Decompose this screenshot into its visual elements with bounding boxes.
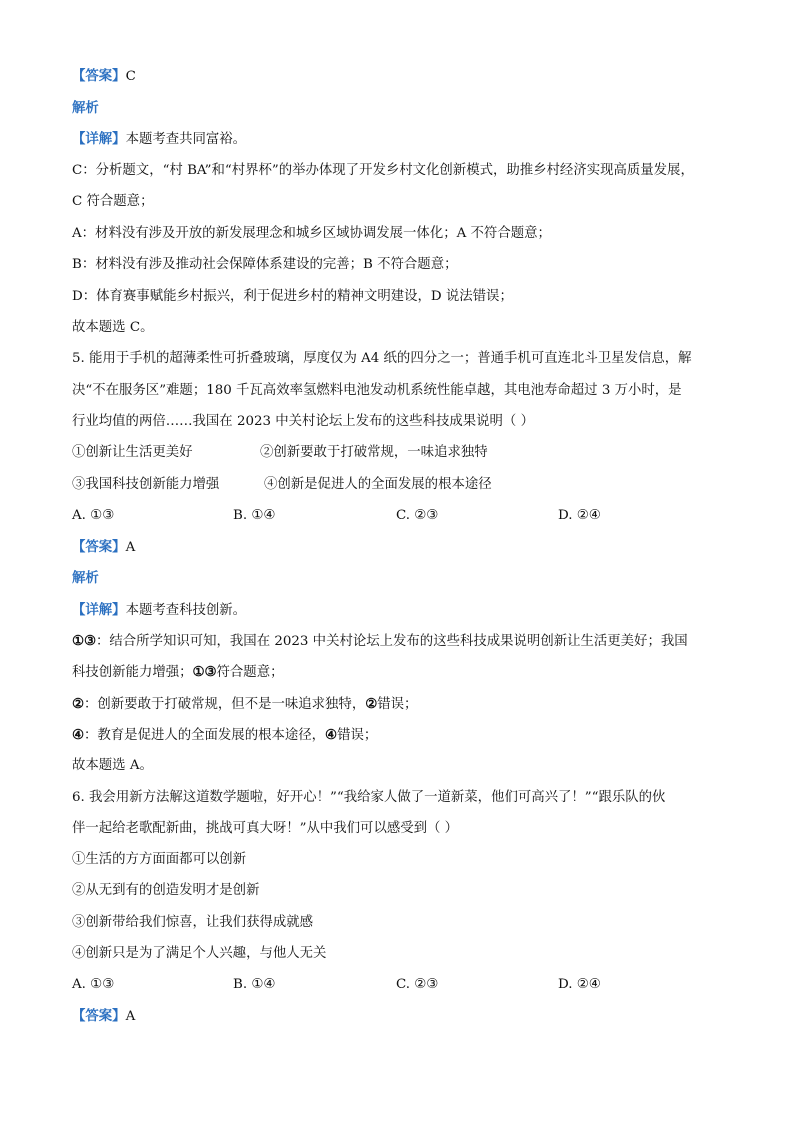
q5-analysis-heading	[72, 569, 734, 588]
q6-answer-line	[72, 1007, 734, 1026]
statement-mark: ②	[72, 696, 85, 712]
q5-detail-text	[72, 726, 734, 745]
q5-statement: ②创新要敢于打破常规，一味追求独特	[260, 445, 488, 460]
q4-answer-line	[72, 67, 734, 86]
q6-statement: ②从无到有的创造发明才是创新	[72, 883, 260, 898]
analysis-tag: 解析	[72, 570, 99, 586]
q4-detail-text: C 符合题意；	[72, 194, 154, 209]
q6-answer: A	[125, 1009, 136, 1024]
q5-detail-text-part: ：教育是促进人的全面发展的根本途径，	[84, 728, 326, 743]
q5-option-c: C. ②③	[396, 508, 439, 523]
q4-detail-text: D：体育赛事赋能乡村振兴，利于促进乡村的精神文明建设，D 说法错误；	[72, 289, 513, 304]
q5-option-a: A. ①③	[72, 508, 115, 523]
q5-conclusion: 故本题选 A。	[72, 758, 153, 773]
q5-statement: ③我国科技创新能力增强	[72, 477, 220, 492]
q6-option-c: C. ②③	[396, 977, 439, 992]
q5-statement: ④创新是促进人的全面发展的根本途径	[264, 477, 492, 492]
q4-answer: C	[125, 69, 136, 84]
q4-analysis-heading	[72, 99, 734, 118]
answer-tag: 【答案】	[72, 68, 126, 84]
detail-tag: 【详解】	[72, 602, 126, 618]
answer-tag: 【答案】	[72, 539, 126, 555]
q4-detail-text: A：材料没有涉及开放的新发展理念和城乡区域协调发展一体化；A 不符合题意；	[72, 226, 551, 241]
q5-option-d: D. ②④	[558, 508, 601, 523]
q5-detail-text-part: ：结合所学知识可知，我国在 2023 中关村论坛上发布的这些科技成果说明创新让生活更美好；我国	[96, 634, 688, 649]
q5-detail-text-part: 错误；	[377, 697, 418, 712]
analysis-tag: 解析	[72, 100, 99, 116]
q6-stem-line: 伴一起给老歌配新曲，挑战可真大呀！”从中我们可以感受到（ ）	[72, 821, 459, 836]
q5-detail-text-part: 错误；	[337, 728, 378, 743]
q6-option-b: B. ①④	[233, 977, 276, 992]
q6-option-d: D. ②④	[558, 977, 601, 992]
q5-detail-text	[72, 632, 734, 651]
q5-detail-line	[72, 601, 734, 620]
q6-statement: ④创新只是为了满足个人兴趣，与他人无关	[72, 946, 327, 961]
q5-detail-text-part: ：创新要敢于打破常规，但不是一味追求独特，	[84, 697, 366, 712]
q5-detail-text-part: 符合题意；	[216, 665, 284, 680]
q5-detail-intro: 本题考查科技创新。	[125, 603, 247, 618]
answer-tag: 【答案】	[72, 1008, 126, 1024]
statement-mark: ①③	[72, 633, 97, 649]
q6-option-a: A. ①③	[72, 977, 115, 992]
q6-statement: ③创新带给我们惊喜，让我们获得成就感	[72, 915, 314, 930]
q5-stem-line: 5. 能用于手机的超薄柔性可折叠玻璃，厚度仅为 A4 纸的四分之一；普通手机可直连北斗卫星发信息，解	[72, 351, 692, 366]
q5-detail-text-part: 科技创新能力增强；	[72, 665, 193, 680]
q4-detail-line	[72, 130, 734, 149]
detail-tag: 【详解】	[72, 131, 126, 147]
q4-detail-intro: 本题考查共同富裕。	[125, 132, 247, 147]
q6-statement: ①生活的方方面面都可以创新	[72, 852, 247, 867]
statement-mark: ④	[325, 727, 338, 743]
q5-detail-text	[72, 695, 734, 714]
q5-stem-line: 决“不在服务区”难题；180 千瓦高效率氢燃料电池发动机系统性能卓越，其电池寿命超过 3 万小时，是	[72, 383, 682, 398]
q4-detail-text: C：分析题文，“村 BA”和“村界杯”的举办体现了开发乡村文化创新模式，助推乡村经济实现高质量发展，	[72, 163, 694, 178]
statement-mark: ①③	[192, 664, 217, 680]
q5-statement: ①创新让生活更美好	[72, 445, 193, 460]
q5-option-b: B. ①④	[233, 508, 276, 523]
q5-stem-line: 行业均值的两倍……我国在 2023 中关村论坛上发布的这些科技成果说明（ ）	[72, 414, 534, 429]
q5-answer: A	[125, 540, 136, 555]
statement-mark: ②	[365, 696, 378, 712]
q5-detail-text	[72, 663, 734, 682]
q5-answer-line	[72, 538, 734, 557]
q4-detail-text: B：材料没有涉及推动社会保障体系建设的完善；B 不符合题意；	[72, 257, 458, 272]
q6-stem-line: 6. 我会用新方法解这道数学题啦，好开心！”“我给家人做了一道新菜，他们可高兴了！”“跟乐队的伙	[72, 790, 666, 805]
q4-conclusion: 故本题选 C。	[72, 320, 154, 335]
statement-mark: ④	[72, 727, 85, 743]
